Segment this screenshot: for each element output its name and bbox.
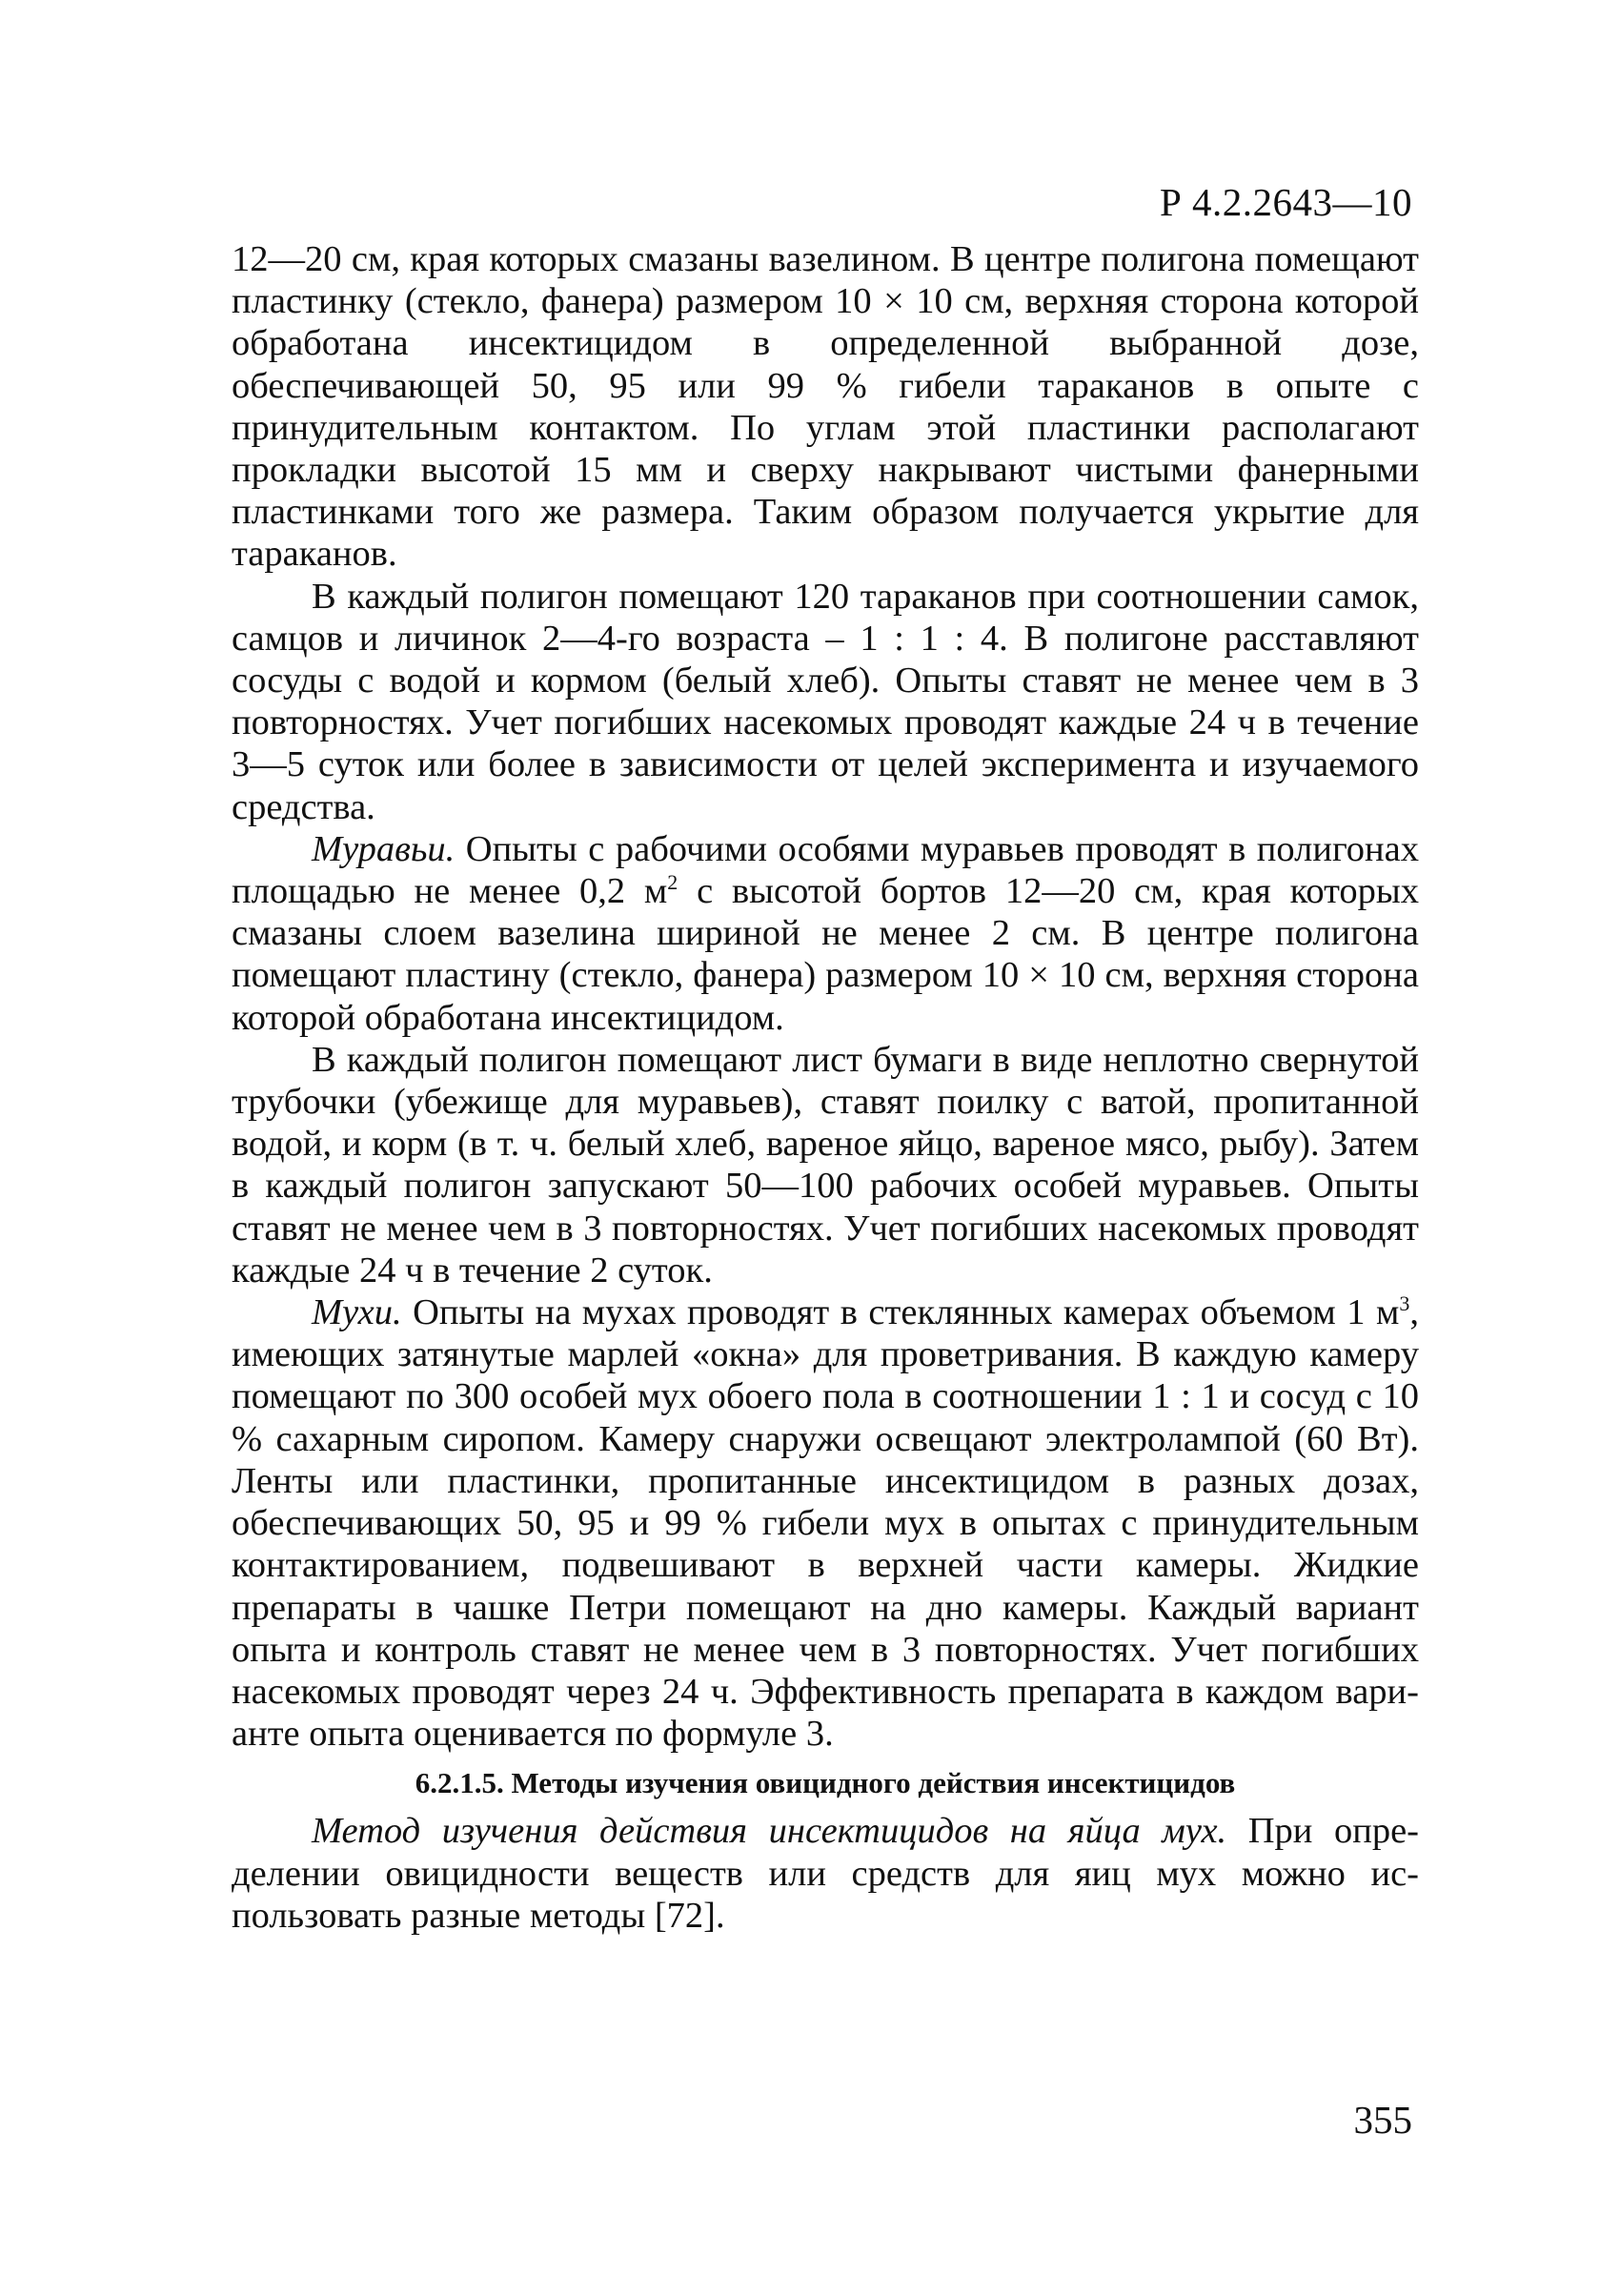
flies-text-b: , имеющих затянутые марлей «окна» для проветривания. В каждую камеру помещают по 300 особей мух обоего пола в соотношении 1 : 1 и сосуд с 10 % сахарным сиропом. Камеру снаружи освещают электролампой (60 Вт). Ленты или пластинки, пропитанные инсектицидом в разных дозах, обеспечивающих 50, 95 и 99 % гибели мух в опытах с принудительным контактированием, подвешивают в верхней части камеры. Жидкие препараты в чашке Петри помещают на дно камеры. Каждый вариант опыта и контроль ставят не менее чем в 3 повторностях. Учет погибших насекомых проводят через 24 ч. Эффективность препарата в каждом варианте опыта оценивается по формуле 3. [232, 1292, 1419, 1755]
ants-text-a: Опыты с рабочими особями муравьев проводят в полигонах площадью не менее 0,2 м [232, 828, 1419, 912]
paragraph-method [232, 1810, 1419, 1937]
paragraph-4: В каждый полигон помещают лист бумаги в виде неплотно свернутой трубочки (убежище для муравьев), ставят поилку с ватой, пропитанной водой, и корм (в т. ч. белый хлеб, вареное яйцо, вареное мясо, рыбу). Затем в каждый полигон запускают 50—100 рабочих особей муравьев. Опыты ставят не менее чем в 3 повторностях. Учет погибших насекомых проводят каждые 24 ч в течение 2 суток. [232, 1039, 1419, 1290]
method-lead: Метод изучения действия инсектицидов на яйца мух. [312, 1811, 1227, 1852]
flies-superscript: 3 [1399, 1291, 1410, 1316]
flies-text-a: Опыты на мухах проводят в стеклянных камерах объемом 1 м [401, 1292, 1400, 1333]
ants-superscript: 2 [667, 870, 678, 895]
page-number: 355 [1353, 2098, 1412, 2142]
paragraph-flies [232, 1291, 1419, 1755]
document-code: Р 4.2.2643—10 [1159, 180, 1412, 224]
paragraph-ants [232, 828, 1419, 1039]
body-text [232, 238, 1419, 1937]
section-heading: 6.2.1.5. Методы изучения овицидного действия инсектицидов [415, 1766, 1236, 1800]
flies-lead: Мухи. [312, 1292, 402, 1333]
paragraph-2: В каждый полигон помещают 120 тараканов при соотношении самок, самцов и личинок 2—4-го возраста – 1 : 1 : 4. В полигоне расставляют сосуды с водой и кормом (белый хлеб). Опыты ставят не менее чем в 3 повторностях. Учет погибших насекомых проводят каждые 24 ч в течение 3—5 суток или более в зависимости от целей эксперимента и изучаемого средства. [232, 576, 1419, 827]
ants-text-b: с высотой бортов 12—20 см, края которых смазаны слоем вазелина шириной не менее 2 см. В центре полигона помещают пластину (стекло, фанера) размером 10 × 10 см, верхняя сторона которой обработана инсектицидом. [232, 871, 1420, 1038]
ants-lead: Муравьи. [312, 828, 456, 869]
paragraph-1: 12—20 см, края которых смазаны вазелином. В центре полигона помещают пластинку (стекло, фанера) размером 10 × 10 см, верхняя сторона которой обработана инсектицидом в определенной выбранной дозе, обеспечивающей 50, 95 или 99 % гибели тараканов в опыте с принудительным контактом. По углам этой пластинки располагают прокладки высотой 15 мм и сверху накрывают чистыми фанерными пластинками того же размера. Таким образом получается укрытие для тараканов. [232, 239, 1419, 575]
method-text: При определении овицидности веществ или средств для яиц мух можно использовать разные методы [72]. [232, 1811, 1419, 1936]
